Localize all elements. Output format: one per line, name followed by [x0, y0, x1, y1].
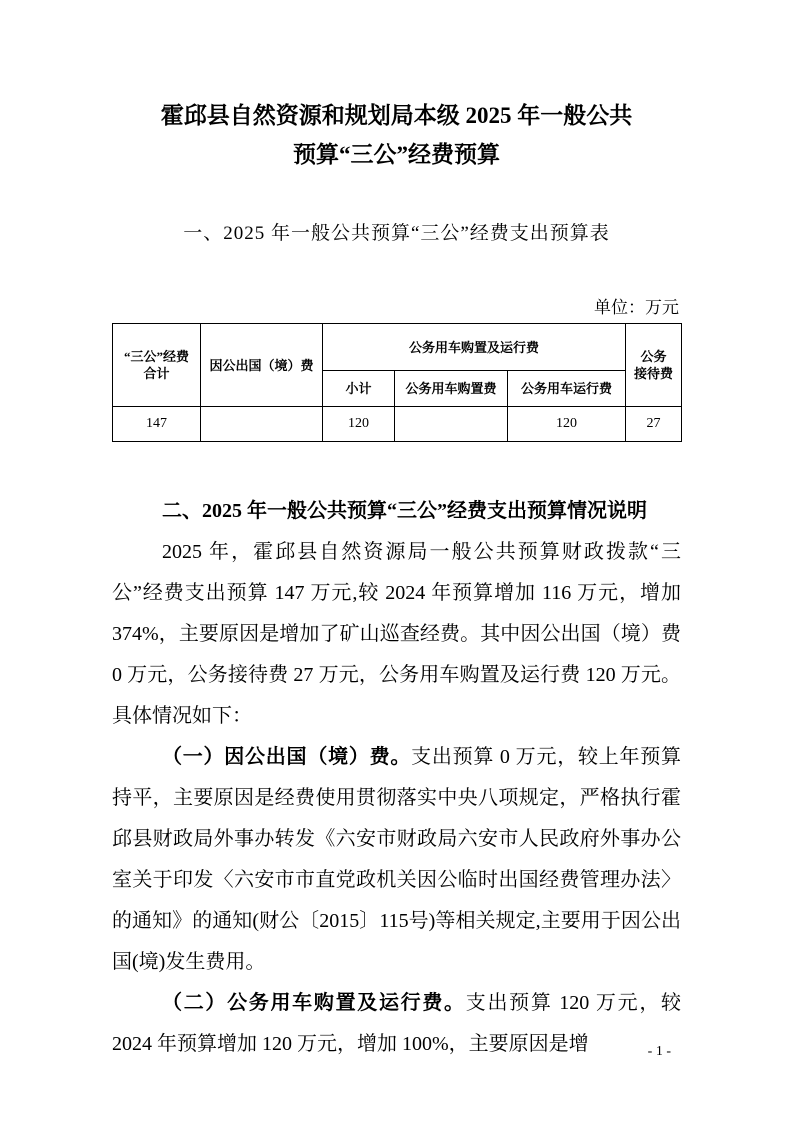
unit-label: 单位：万元: [594, 298, 679, 317]
cell-operation-value: 120: [508, 407, 626, 442]
table-header-vehicle-purchase: 公务用车购置费: [395, 371, 508, 407]
document-body: [112, 491, 681, 1065]
paragraph-overview: 2025 年，霍邱县自然资源局一般公共预算财政拨款“三公”经费支出预算 147 万元,较 2024 年预算增加 116 万元，增加 374%，主要原因是增加了矿山巡查经费。其中因公出国（境）费 0 万元，公务接待费 27 万元，公务用车购置及运行费 120 万元。具体情况如下：: [112, 541, 681, 727]
table-header-reception-fee: [626, 324, 682, 407]
table-header-sangong-total-line1: “三公”经费: [123, 349, 189, 364]
table-header-abroad-fee: 因公出国（境）费: [201, 324, 323, 407]
cell-abroad-value: [201, 407, 323, 442]
paragraph-abroad-fee-text: 支出预算 0 万元，较上年预算持平，主要原因是经费使用贯彻落实中央八项规定，严格执行霍邱县财政局外事办转发《六安市财政局六安市人民政府外事办公室关于印发〈六安市市直党政机关因公临时出国经费管理办法〉的通知》的通知(财公〔2015〕115号)等相关规定,主要用于因公出国(境)发生费用。: [112, 746, 682, 973]
table-header-sangong-total: [113, 324, 201, 407]
document-title-line2: 预算“三公”经费预算: [293, 142, 500, 167]
paragraph-abroad-fee: [112, 737, 681, 983]
paragraph-vehicle-fee-text: 支出预算 120 万元，较 2024 年预算增加 120 万元，增加 100%，主要原因是增: [112, 992, 682, 1055]
cell-reception-value: 27: [626, 407, 682, 442]
section2-heading: 二、2025 年一般公共预算“三公”经费支出预算情况说明: [162, 500, 647, 522]
table-data-row: [113, 407, 682, 442]
table-header-reception-line1: 公务: [640, 349, 667, 364]
paragraph-vehicle-fee: [112, 983, 681, 1065]
section1-heading: 一、2025 年一般公共预算“三公”经费支出预算表: [183, 223, 610, 244]
sangong-budget-table: [112, 323, 682, 442]
table-header-reception-line2: 接待费: [633, 366, 673, 381]
table-header-sangong-total-line2: 合计: [143, 366, 170, 381]
page-number: - 1 -: [647, 1044, 671, 1059]
table-header-vehicle-group: 公务用车购置及运行费: [323, 324, 626, 371]
paragraph-vehicle-fee-lead: （二）公务用车购置及运行费。: [162, 992, 466, 1014]
document-title-line1: 霍邱县自然资源和规划局本级 2025 年一般公共: [160, 103, 633, 128]
cell-purchase-value: [395, 407, 508, 442]
cell-total-value: 147: [113, 407, 201, 442]
paragraph-abroad-fee-lead: （一）因公出国（境）费。: [162, 746, 412, 768]
table-header-subtotal: 小计: [323, 371, 395, 407]
table-header-vehicle-operation: 公务用车运行费: [508, 371, 626, 407]
cell-subtotal-value: 120: [323, 407, 395, 442]
document-title: [112, 96, 681, 174]
